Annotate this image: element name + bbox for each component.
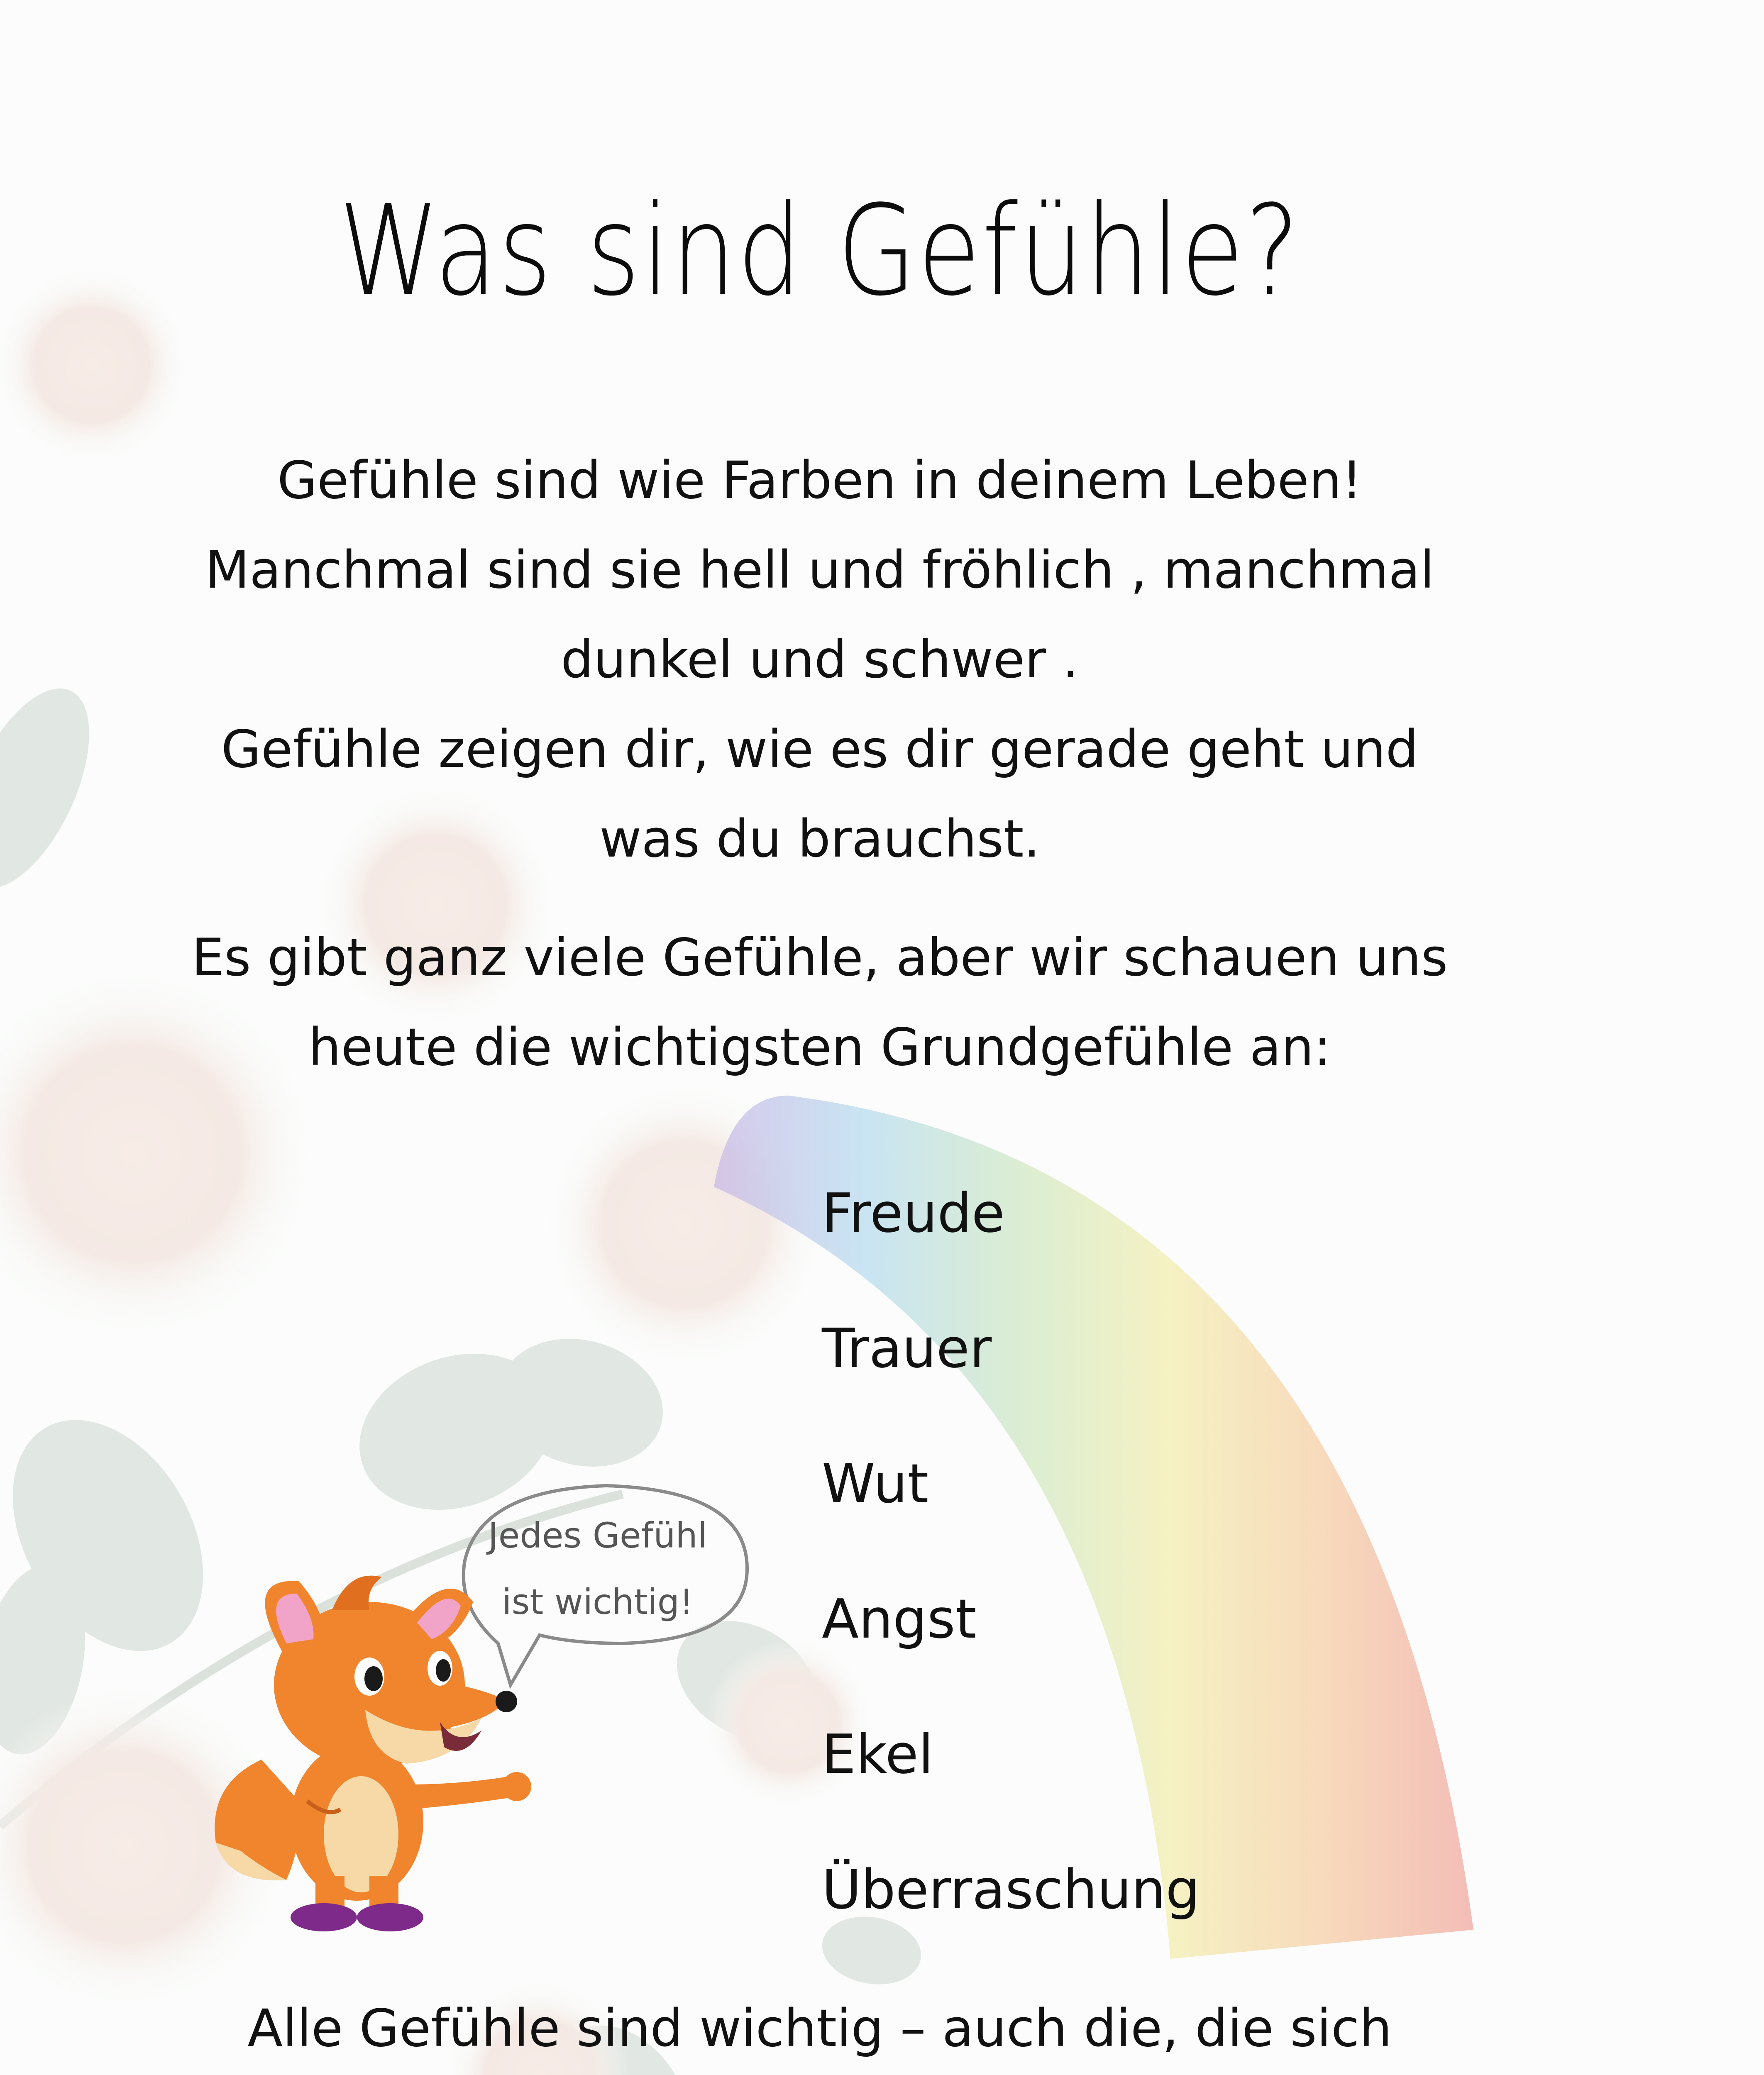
intro-line: was du brauchst. [599, 809, 1040, 869]
lead-line: Es gibt ganz viele Gefühle, aber wir schauen uns [191, 928, 1448, 988]
lead-line: heute die wichtigsten Grundgefühle an: [308, 1018, 1331, 1077]
fox-mascot [191, 1552, 564, 1938]
emotion-item: Ekel [822, 1723, 933, 1786]
emotion-item: Freude [822, 1182, 1005, 1245]
speech-bubble-line: Jedes Gefühl [488, 1515, 708, 1556]
closing-line: Alle Gefühle sind wichtig – auch die, die sich [247, 1999, 1392, 2058]
closing-line [125, 2073, 1515, 2075]
speech-bubble-line: ist wichtig! [502, 1582, 694, 1622]
page-title: Was sind Gefühle? [339, 178, 1301, 323]
intro-line: Manchmal sind sie hell und fröhlich , manchmal [205, 540, 1434, 600]
lead-paragraph [125, 913, 1515, 1092]
emotion-list [822, 1145, 1200, 1957]
fox-arm [407, 1776, 515, 1809]
closing-paragraph [125, 1984, 1515, 2075]
emotion-item: Überraschung [822, 1858, 1200, 1921]
fox-nose [496, 1691, 517, 1712]
emotion-item: Wut [822, 1452, 929, 1515]
intro-paragraph [125, 436, 1515, 884]
fox-shoe [291, 1903, 357, 1931]
emotion-item: Angst [822, 1587, 977, 1650]
intro-line: Gefühle zeigen dir, wie es dir gerade geht und [221, 720, 1419, 779]
intro-line: dunkel und schwer . [561, 630, 1079, 690]
emotion-item: Trauer [822, 1317, 992, 1380]
intro-line: Gefühle sind wie Farben in deinem Leben! [277, 451, 1363, 510]
fox-shoe [357, 1903, 423, 1931]
